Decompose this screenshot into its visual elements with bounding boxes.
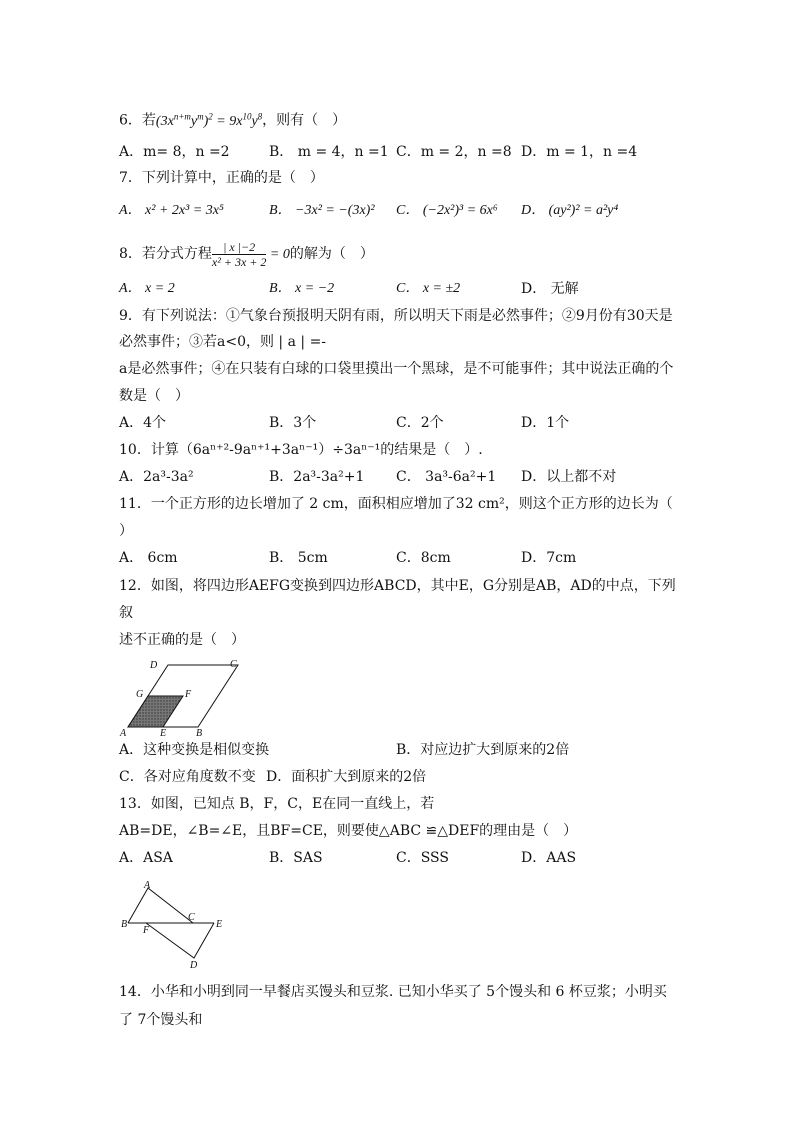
q10-option-d: D．以上都不对	[521, 469, 617, 485]
q13-label-b: B	[121, 919, 128, 930]
q7-option-c: C． (−2x²)³ = 6x⁶	[396, 203, 498, 218]
q9-option-a: A．4个	[119, 415, 167, 431]
q10-option-c: C． 3a³-6a²+1	[396, 469, 497, 485]
q13-label-d: D	[190, 960, 198, 970]
q12-option-c: C．各对应角度数不变	[119, 769, 256, 785]
q13-option-b: B．SAS	[269, 850, 323, 866]
q6-prefix: 6．若	[119, 112, 156, 129]
q12-line-1: 12．如图，将四边形AEFG变换到四边形ABCD，其中E，G分别是AB，AD的中点，下列	[119, 578, 676, 594]
q11-option-c: C．8cm	[396, 550, 451, 566]
q12-label-a: A	[120, 728, 127, 737]
q7-option-a: A． x² + 2x³ = 3x⁵	[119, 203, 224, 218]
q10-option-a: A．2a³-3a²	[119, 469, 194, 485]
q13-triangle-abc	[128, 888, 193, 923]
q12-label-c: C	[230, 659, 237, 670]
q11-option-a: A． 6cm	[119, 550, 178, 566]
q11-option-b: B． 5cm	[269, 550, 328, 566]
q12-label-f: F	[185, 689, 192, 700]
q12-option-a: A．这种变换是相似变换	[119, 742, 270, 758]
q13-label-f: F	[143, 925, 150, 936]
q12-figure-parallelogram	[118, 655, 248, 737]
q10-option-b: B．2a³-3a²+1	[269, 469, 365, 485]
q12-line-3: 述不正确的是（ ）	[119, 632, 245, 648]
q13-line-1: 13．如图，已知点 B，F，C，E在同一直线上，若	[119, 796, 435, 812]
q13-option-a: A．ASA	[119, 850, 173, 866]
q14-line-2: 了 7个馒头和	[119, 1012, 203, 1028]
q6-expression: $(3x^{n+m}y^m)^2 = 9x^{10}y^8$	[155, 111, 263, 129]
q7-option-b: B． −3x² = −(3x)²	[269, 203, 375, 218]
q8-option-c: C． x = ±2	[396, 281, 461, 296]
q6-suffix: ，则有（ ）	[262, 112, 347, 129]
q9-line-1: 9．有下列说法：①气象台预报明天阴有雨，所以明天下雨是必然事件；②9月份有30天是	[119, 308, 673, 324]
q9-line-4: 数是（ ）	[119, 388, 189, 404]
q9-line-2: 必然事件；③若a<0，则 | a | =-	[119, 334, 327, 350]
q12-line-2: 叙	[119, 605, 133, 621]
q13-option-c: C．SSS	[396, 850, 449, 866]
q13-label-e: E	[216, 919, 223, 930]
q7-option-d: D． (ay²)² = a²y⁴	[521, 203, 619, 218]
q6-option-d: D．m = 1，n =4	[521, 144, 638, 160]
q12-label-e: E	[160, 728, 167, 737]
q8-stem: 8．若分式方程 $\frac{| x |-2}{\text{x² + 3x + 2}}$ = 0的解为（ ）	[119, 239, 374, 269]
q6-option-a: A．m= 8，n =2	[119, 144, 230, 160]
q9-option-c: C．2个	[396, 415, 444, 431]
q9-option-b: B．3个	[269, 415, 317, 431]
q6-stem	[119, 106, 346, 132]
q12-shaded-quadrilateral	[128, 696, 183, 727]
q8-fraction: $\frac{| x |-2}{\text{x² + 3x + 2}}$	[211, 239, 267, 269]
q13-figure-triangles	[118, 880, 228, 970]
q13-option-d: D．AAS	[521, 850, 577, 866]
q13-triangle-def	[146, 923, 214, 958]
q13-label-c: C	[188, 912, 195, 923]
q8-option-b: B． x = −2	[269, 281, 335, 296]
q14-line-1: 14．小华和小明到同一早餐店买馒头和豆浆. 已知小华买了 5个馒头和 6 杯豆浆；小明买	[119, 984, 667, 1000]
q12-option-b: B．对应边扩大到原来的2倍	[396, 742, 570, 758]
q13-line-2: AB=DE，∠B=∠E，且BF=CE，则要使△ABC ≌△DEF的理由是（ ）	[119, 823, 578, 839]
q12-label-g: G	[136, 689, 144, 700]
q6-option-b: B． m = 4，n =1	[269, 144, 389, 160]
q6-option-c: C．m = 2，n =8	[396, 144, 512, 160]
q12-label-b: B	[196, 728, 203, 737]
q9-line-3: a是必然事件；④在只装有白球的口袋里摸出一个黑球，是不可能事件；其中说法正确的个	[119, 361, 674, 377]
q10-stem: 10．计算（6aⁿ⁺²-9aⁿ⁺¹+3aⁿ⁻¹）÷3aⁿ⁻¹的结果是（ ）.	[119, 442, 483, 458]
q11-line-1: 11．一个正方形的边长增加了 2 cm，面积相应增加了32 cm²，则这个正方形的边长为（	[119, 496, 673, 512]
q9-option-d: D．1个	[521, 415, 570, 431]
q8-option-a: A． x = 2	[119, 281, 175, 296]
q12-label-d: D	[150, 660, 158, 671]
q8-option-d: D． 无解	[521, 281, 579, 297]
q12-option-d: D．面积扩大到原来的2倍	[266, 769, 427, 785]
q13-label-a: A	[144, 880, 151, 891]
q11-line-2: ）	[119, 523, 133, 539]
q7-stem: 7．下列计算中，正确的是（ ）	[119, 170, 324, 186]
q11-option-d: D．7cm	[521, 550, 577, 566]
